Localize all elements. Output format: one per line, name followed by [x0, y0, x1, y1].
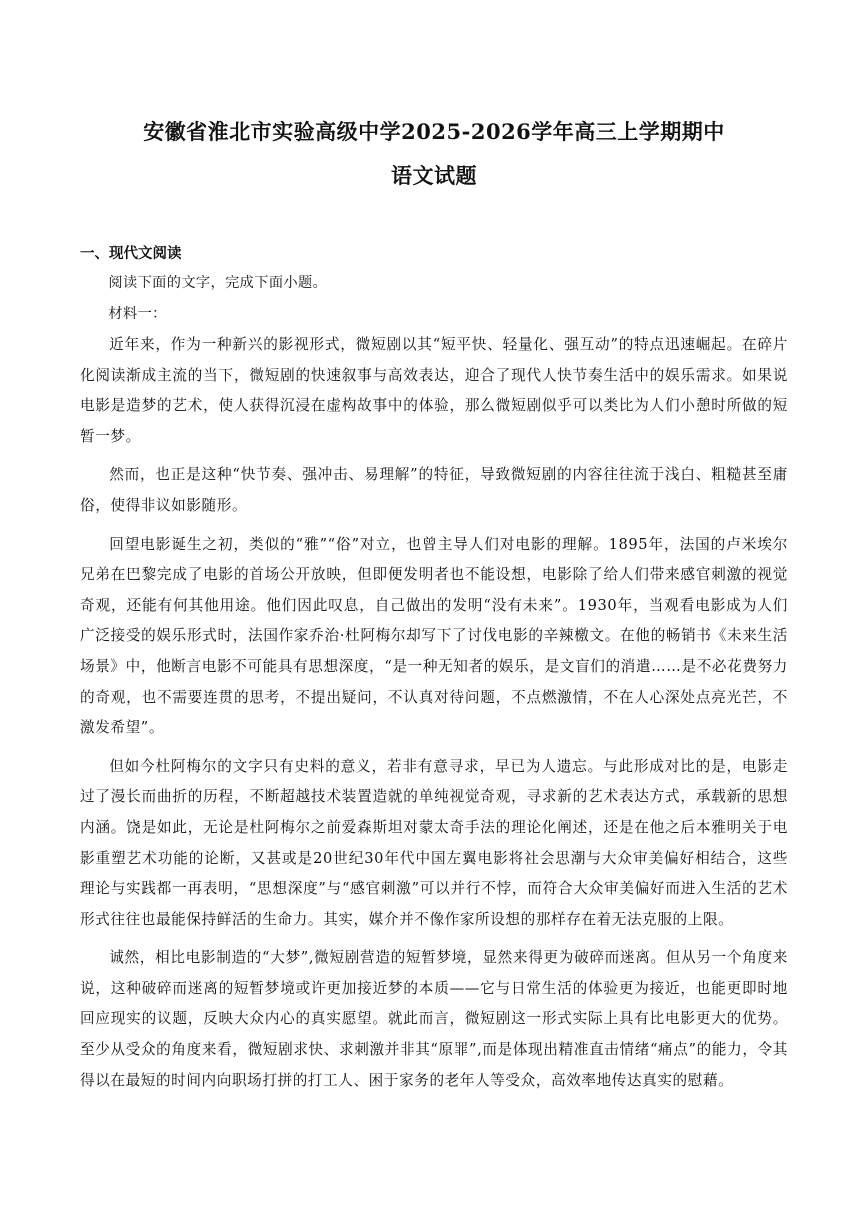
paragraph-3: 回望电影诞生之初，类似的“雅”“俗”对立，也曾主导人们对电影的理解。1895年，法国的卢米埃尔兄弟在巴黎完成了电影的首场公开放映，但即便发明者也不能设想，电影除了给人们带来感官刺激的视觉奇观，还能有何其他用途。他们因此叹息，自己做出的发明“没有未来”。1930年，当观看电影成为人们广泛接受的娱乐形式时，法国作家乔治·杜阿梅尔却写下了讨伐电影的辛辣檄文。在他的畅销书《未来生活场景》中，他断言电影不可能具有思想深度，“是一种无知者的娱乐，是文盲们的消遣……是不必花费努力的奇观，也不需要连贯的思考，不提出疑问，不认真对待问题，不点燃激情，不在人心深处点亮光芒，不激发希望”。 [80, 535, 788, 737]
document-title: 安徽省淮北市实验高级中学2025-2026学年高三上学期期中 [143, 119, 725, 144]
material-label: 材料一： [108, 306, 167, 322]
instruction-text: 阅读下面的文字，完成下面小题。 [108, 275, 328, 291]
document-subtitle: 语文试题 [391, 163, 477, 188]
paragraph-4: 但如今杜阿梅尔的文字只有史料的意义，若非有意寻求，早已为人遗忘。与此形成对比的是，电影走过了漫长而曲折的历程，不断超越技术装置造就的单纯视觉奇观，寻求新的艺术表达方式，承载新的思想内涵。饶是如此，无论是杜阿梅尔之前爱森斯坦对蒙太奇手法的理论化阐述，还是在他之后本雅明关于电影重塑艺术功能的论断，又甚或是20世纪30年代中国左翼电影将社会思潮与大众审美偏好相结合，这些理论与实践都一再表明，“思想深度”与“感官刺激”可以并行不悖，而符合大众审美偏好而进入生活的艺术形式往往也最能保持鲜活的生命力。其实，媒介并不像作家所设想的那样存在着无法克服的上限。 [80, 757, 788, 928]
section-heading: 一、现代文阅读 [80, 246, 182, 262]
paragraph-2: 然而，也正是这种“快节奏、强冲击、易理解”的特征，导致微短剧的内容往往流于浅白、粗糙甚至庸俗，使得非议如影随形。 [80, 466, 788, 514]
document-body [80, 268, 788, 1096]
paragraph-1: 近年来，作为一种新兴的影视形式，微短剧以其“短平快、轻量化、强互动”的特点迅速崛起。在碎片化阅读渐成主流的当下，微短剧的快速叙事与高效表达，迎合了现代人快节奏生活中的娱乐需求。如果说电影是造梦的艺术，使人获得沉浸在虚构故事中的体验，那么微短剧似乎可以类比为人们小憩时所做的短暂一梦。 [80, 336, 788, 445]
paragraph-5: 诚然，相比电影制造的“大梦”,微短剧营造的短暂梦境，显然来得更为破碎而迷离。但从另一个角度来说，这种破碎而迷离的短暂梦境或许更加接近梦的本质——它与日常生活的体验更为接近，也能更即时地回应现实的议题，反映大众内心的真实愿望。就此而言，微短剧这一形式实际上具有比电影更大的优势。至少从受众的角度来看，微短剧求快、求刺激并非其“原罪”,而是体现出精准直击情绪“痛点”的能力，令其得以在最短的时间内向职场打拼的打工人、困于家务的老年人等受众，高效率地传达真实的慰藉。 [80, 949, 788, 1089]
